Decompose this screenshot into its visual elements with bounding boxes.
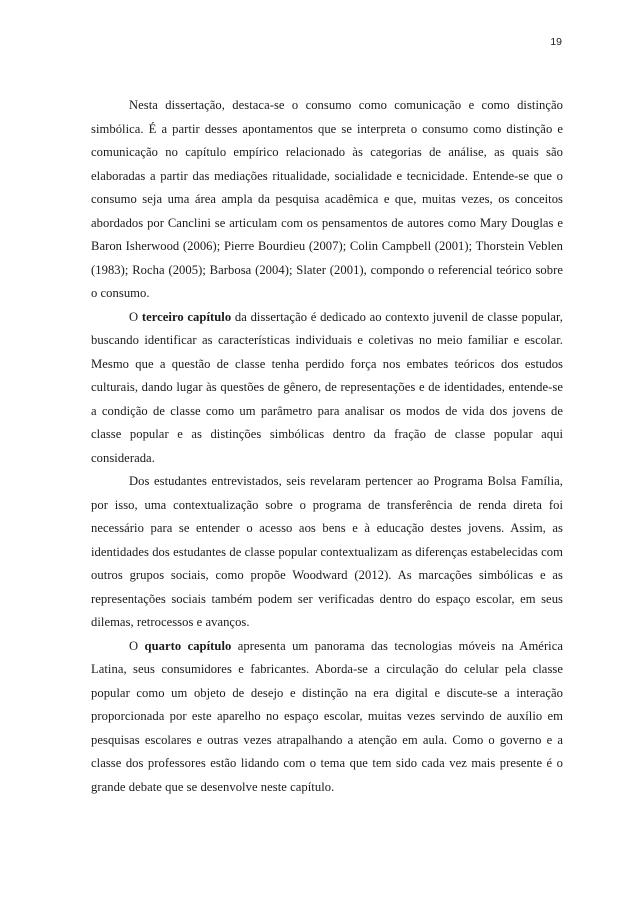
chapter-emphasis: quarto capítulo [144,638,232,653]
paragraph-text: Dos estudantes entrevistados, seis revelaram pertencer ao Programa Bolsa Família, por isso, uma contextualização sobre o programa de transferência de renda direta foi necessário para se entender o acesso aos bens e à educação destes jovens. Assim, as identidades dos estudantes de classe popular contextualizam as diferenças estabelecidas com outros grupos sociais, como propõe Woodward (2012). As marcações simbólicas e as representações sociais também podem ser verificadas dentro do espaço escolar, em seus dilemas, retrocessos e avanços. [91,474,563,629]
paragraph-estudantes [91,470,563,635]
paragraph-text: apresenta um panorama das tecnologias móveis na América Latina, seus consumidores e fabricantes. Aborda-se a circulação do celular pela classe popular como um objeto de desejo e distinção na era digital e discute-se a interação proporcionada por este aparelho no espaço escolar, muitas vezes servindo de auxílio em pesquisas escolares e outras vezes atrapalhando a atenção em aula. Como o governo e a classe dos professores estão lidando com o tema que tem sido cada vez mais presente é o grande debate que se desenvolve neste capítulo. [91,638,564,794]
body-text [91,94,563,799]
paragraph-text: O [129,309,142,324]
paragraph-consumo [91,94,563,306]
paragraph-text: Nesta dissertação, destaca-se o consumo como comunicação e como distinção simbólica. É a partir desses apontamentos que se interpreta o consumo como distinção e comunicação no capítulo empírico relacionado às categorias de análise, as quais são elaboradas a partir das mediações ritualidade, socialidade e tecnicidade. Entende-se que o consumo seja uma área ampla da pesquisa acadêmica e que, muitas vezes, os conceitos abordados por Canclini se articulam com os pensamentos de autores como Mary Douglas e Baron Isherwood (2006); Pierre Bourdieu (2007); Colin Campbell (2001); Thorstein Veblen (1983); Rocha (2005); Barbosa (2004); Slater (2001), compondo o referencial teórico sobre o consumo. [91,98,563,300]
paragraph-quarto-capitulo [91,635,563,800]
page-number: 19 [550,36,562,48]
paragraph-terceiro-capitulo [91,306,563,471]
chapter-emphasis: terceiro capítulo [141,309,232,324]
paragraph-text: O [129,638,145,653]
paragraph-text: da dissertação é dedicado ao contexto juvenil de classe popular, buscando identificar as características individuais e coletivas no meio familiar e escolar. Mesmo que a questão de classe tenha perdido força nos embates teóricos dos estudos culturais, dando lugar às questões de gênero, de representações e de identidades, entende-se a condição de classe como um parâmetro para analisar os modos de vida dos jovens de classe popular e as distinções simbólicas dentro da fração de classe popular aqui considerada. [91,309,563,465]
